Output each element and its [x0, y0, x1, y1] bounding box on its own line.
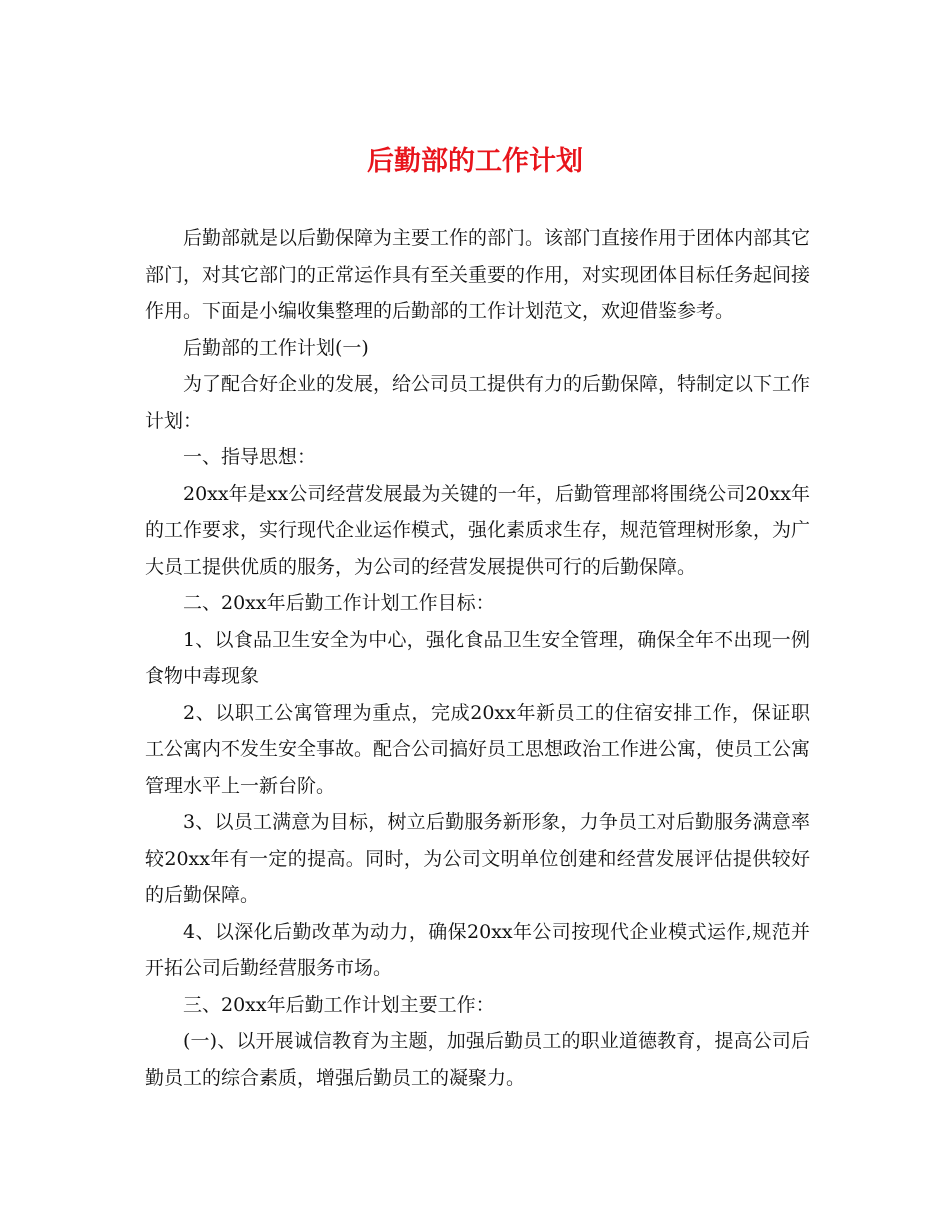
paragraph-intro: 后勤部就是以后勤保障为主要工作的部门。该部门直接作用于团体内部其它部门，对其它部门的正常运作具有至关重要的作用，对实现团体目标任务起间接作用。下面是小编收集整理的后勤部的工作计划范文，欢迎借鉴参考。	[145, 227, 811, 322]
paragraph-goal-3: 3、以员工满意为目标，树立后勤服务新形象，力争员工对后勤服务满意率较20xx年有一定的提高。同时，为公司文明单位创建和经营发展评估提供较好的后勤保障。	[145, 811, 810, 906]
paragraph-main-work-1: (一)、以开展诚信教育为主题，加强后勤员工的职业道德教育，提高公司后勤员工的综合素质，增强后勤员工的凝聚力。	[145, 1030, 810, 1089]
paragraph-heading-main-work: 三、20xx年后勤工作计划主要工作：	[183, 993, 495, 1016]
paragraph-goal-1: 1、以食品卫生安全为中心，强化食品卫生安全管理，确保全年不出现一例食物中毒现象	[145, 628, 810, 687]
paragraph-heading-goals: 二、20xx年后勤工作计划工作目标：	[183, 592, 495, 614]
paragraph-section-heading: 后勤部的工作计划(一)	[183, 336, 369, 359]
page-title: 后勤部的工作计划	[367, 146, 583, 177]
paragraph-goal-2: 2、以职工公寓管理为重点，完成20xx年新员工的住宿安排工作，保证职工公寓内不发生安全事故。配合公司搞好员工思想政治工作进公寓，使员工公寓管理水平上一新台阶。	[145, 701, 811, 797]
paragraph-purpose: 为了配合好企业的发展，给公司员工提供有力的后勤保障，特制定以下工作计划：	[145, 373, 811, 432]
document-body	[145, 220, 810, 1096]
paragraph-heading-guiding-thought: 一、指导思想：	[183, 446, 317, 468]
paragraph-goal-4: 4、以深化后勤改革为动力，确保20xx年公司按现代企业模式运作,规范并开拓公司后勤经营服务市场。	[145, 920, 810, 979]
paragraph-guiding-thought: 20xx年是xx公司经营发展最为关键的一年，后勤管理部将围绕公司20xx年的工作要求，实行现代企业运作模式，强化素质求生存，规范管理树形象，为广大员工提供优质的服务，为公司的经营发展提供可行的后勤保障。	[145, 482, 811, 578]
